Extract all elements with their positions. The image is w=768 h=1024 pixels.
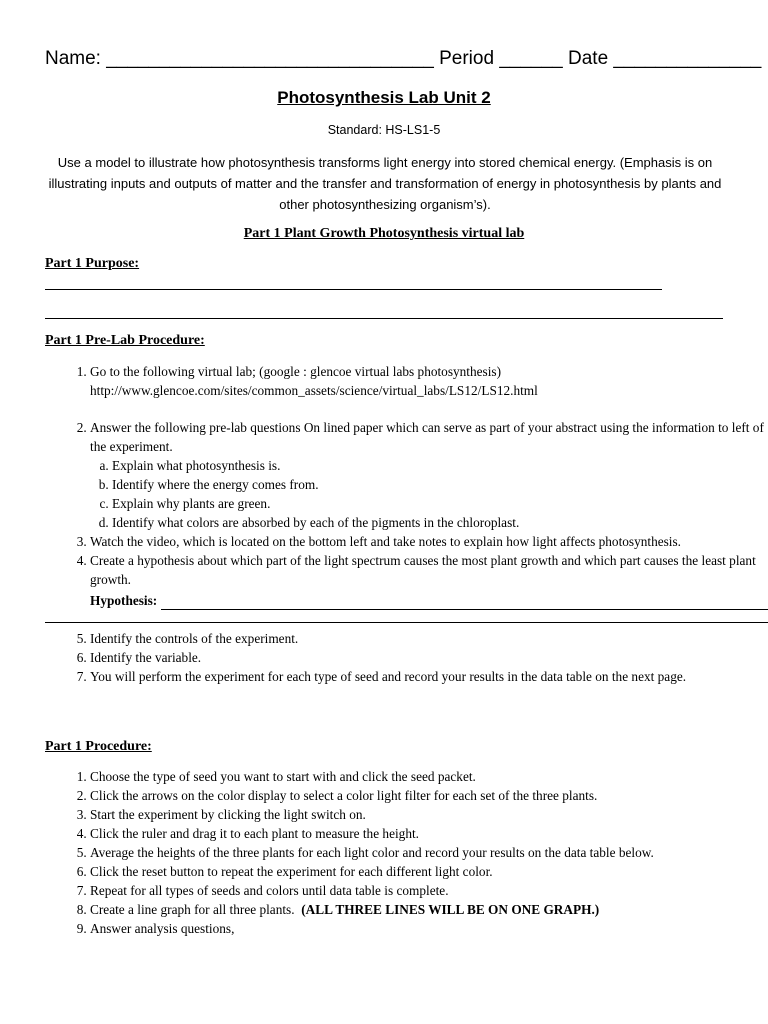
intro-paragraph: Use a model to illustrate how photosynthesis transforms light energy into stored chemical energy. (Emphasis is on illustrating inputs and outputs of matter and the transfer and transformation of energy in photosynthesis by plants and other photosynthesizing organism’s).: [48, 155, 722, 212]
sub-list-item: a. Explain what photosynthesis is.: [112, 456, 768, 475]
prelab-item-4-text: Create a hypothesis about which part of the light spectrum causes the most plant growth and which part causes the least plant growth.: [90, 553, 756, 587]
procedure-heading: Part 1 Procedure:: [45, 739, 152, 754]
name-field[interactable]: _______________________________: [106, 48, 434, 69]
standard-label: Standard: HS-LS1-5: [327, 123, 441, 137]
list-item: 5. Average the heights of the three plants for each light color and record your results on the data table below.: [90, 843, 768, 862]
prelab-list: [45, 362, 768, 686]
sub-list-item: d. Identify what colors are absorbed by each of the pigments in the chloroplast.: [112, 513, 768, 532]
purpose-answer-line-2[interactable]: [45, 318, 723, 319]
hypothesis-answer-line-2[interactable]: [45, 610, 768, 623]
date-label: Date: [568, 48, 609, 69]
hypothesis-answer-line-1[interactable]: [161, 595, 768, 610]
period-label: Period: [439, 48, 495, 69]
list-item: 5. Identify the controls of the experiment.: [90, 629, 768, 648]
purpose-answer-line-1[interactable]: [45, 289, 662, 290]
virtual-lab-url: http://www.glencoe.com/sites/common_assets/science/virtual_labs/LS12/LS12.html: [90, 383, 538, 398]
purpose-heading: Part 1 Purpose:: [45, 256, 140, 271]
procedure-list: [45, 767, 768, 938]
list-item: [90, 900, 768, 919]
list-item: 7. You will perform the experiment for each type of seed and record your results in the data table on the next page.: [90, 667, 768, 686]
list-item: [90, 362, 768, 400]
list-item: 6. Click the reset button to repeat the experiment for each different light color.: [90, 862, 768, 881]
name-label: Name:: [45, 48, 101, 69]
date-field[interactable]: ______________: [613, 48, 762, 69]
list-item: 1. Choose the type of seed you want to start with and click the seed packet.: [90, 767, 768, 786]
prelab-item-2-text: Answer the following pre-lab questions On lined paper which can serve as part of your abstract using the information to left of the experiment.: [90, 420, 764, 454]
list-item: 2. Click the arrows on the color display to select a color light filter for each set of the three plants.: [90, 786, 768, 805]
hypothesis-label: Hypothesis:: [90, 593, 158, 608]
prelab-heading: Part 1 Pre-Lab Procedure:: [45, 333, 205, 348]
list-item: 3. Start the experiment by clicking the light switch on.: [90, 805, 768, 824]
list-item: [90, 551, 768, 623]
list-item: 6. Identify the variable.: [90, 648, 768, 667]
header-fields: [45, 48, 762, 70]
list-item: 3. Watch the video, which is located on the bottom left and take notes to explain how light affects photosynthesis.: [90, 532, 768, 551]
prelab-item-1-text: Go to the following virtual lab; (google : glencoe virtual labs photosynthesis): [90, 364, 502, 379]
hypothesis-row: [90, 591, 768, 610]
list-item: [90, 418, 768, 532]
list-item: 9. Answer analysis questions,: [90, 919, 768, 938]
part1-heading: Part 1 Plant Growth Photosynthesis virtual lab: [243, 226, 525, 241]
procedure-item-8-text: Create a line graph for all three plants.: [90, 902, 295, 917]
period-field[interactable]: ______: [499, 48, 563, 69]
procedure-item-8-emphasis: (ALL THREE LINES WILL BE ON ONE GRAPH.): [301, 902, 600, 917]
sub-list-item: c. Explain why plants are green.: [112, 494, 768, 513]
page-title: Photosynthesis Lab Unit 2: [277, 88, 491, 107]
sub-list-item: b. Identify where the energy comes from.: [112, 475, 768, 494]
prelab-sub-list: [90, 456, 768, 532]
list-item: 7. Repeat for all types of seeds and colors until data table is complete.: [90, 881, 768, 900]
list-item: 4. Click the ruler and drag it to each plant to measure the height.: [90, 824, 768, 843]
